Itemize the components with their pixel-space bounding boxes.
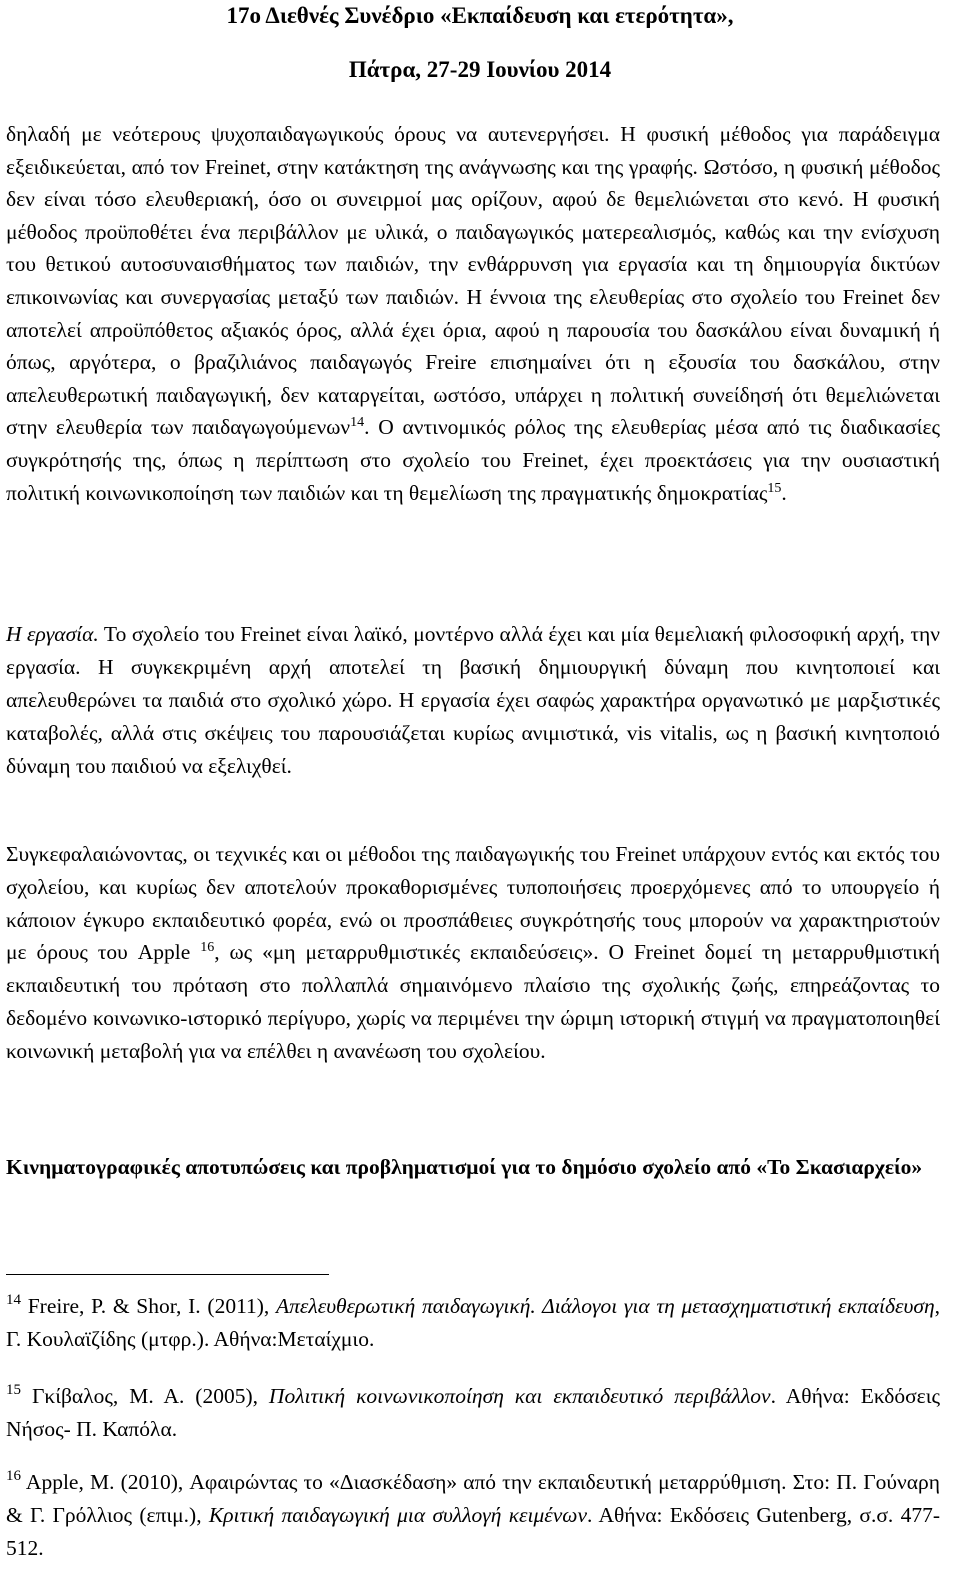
footnote-ref-14[interactable]: 14 <box>350 415 365 431</box>
footnote-text: . Αθήνα: Εκδόσεις Νήσος- Π. Καπόλα. <box>6 1384 940 1441</box>
footnote-title: Πολιτική κοινωνικοποίηση και εκπαιδευτικό περιβάλλον <box>268 1384 771 1408</box>
footnote-16 <box>6 1466 940 1565</box>
footnote-ref-16[interactable]: 16 <box>200 940 215 956</box>
paragraph-text: δηλαδή με νεότερους ψυχοπαιδαγωγικούς όρους να αυτενεργήσει. Η φυσική μέθοδος για παράδειγμα εξειδικεύεται, από τον Freinet, στην κατάκτηση της ανάγνωσης και της γραφής. Ωστόσο, η φυσική μέθοδος δεν είναι τόσο ελευθεριακή, όσο οι συνειρμοί μας ορίζουν, αφού δε θεμελιώνεται στο κενό. Η φυσική μέθοδος προϋποθέτει ένα περιβάλλον με υλικά, ο παιδαγωγικός ματερεαλισμός, καθώς και την ενίσχυση του θετικού αυτοσυναισθήματος των παιδιών, την ενθάρρυνση για εργασία και τη δημιουργία δικτύων επικοινωνίας και συνεργασίας μεταξύ των παιδιών. Η έννοια της ελευθερίας στο σχολείο του Freinet δεν αποτελεί απροϋπόθετος αξιακός όρος, αλλά έχει όρια, αφού η παρουσία του δασκάλου είναι δυναμική ή όπως, αργότερα, ο βραζιλιάνος παιδαγωγός Freire επισημαίνει ότι η εξουσία του δασκάλου, στην απελευθερωτική παιδαγωγική, δεν καταργείται, ωστόσο, υπάρχει η πολιτική συνείδησή ότι θεμελιώνεται στην ελευθερία των παιδαγωγούμενων <box>6 122 940 440</box>
conference-title: 17ο Διεθνές Συνέδριο «Εκπαίδευση και ετερότητα», <box>226 3 734 28</box>
footnote-ref-15[interactable]: 15 <box>767 480 782 496</box>
footnote-number: 16 <box>6 1468 21 1484</box>
footnote-text: Apple, M. (2010), Αφαιρώντας το «Διασκέδαση» από την εκπαιδευτική μεταρρύθμιση. Στο: Π. Γούναρη & Γ. Γρόλλιος (επιμ.), <box>6 1470 940 1527</box>
body-paragraph-freedom <box>6 118 940 509</box>
footnote-text: Freire, P. & Shor, I. (2011), <box>21 1294 277 1318</box>
paragraph-text: . Ο αντινομικός ρόλος της ελευθερίας μέσα από τις διαδικασίες συγκρότησής της, όπως η περίπτωση στο σχολείο του Freinet, έχει προεκτάσεις για την ουσιαστική πολιτική κοινωνικοποίηση των παιδιών και τη θεμελίωση της πραγματικής δημοκρατίας <box>6 415 940 505</box>
body-paragraph-work <box>6 618 940 783</box>
footnote-title: Απελευθερωτική παιδαγωγική. Διάλογοι για τη μετασχηματιστική εκπαίδευση <box>276 1294 935 1318</box>
footnote-separator <box>6 1274 329 1275</box>
paragraph-text: . <box>781 480 787 505</box>
body-paragraph-summary <box>6 838 940 1068</box>
conference-place-date: Πάτρα, 27-29 Ιουνίου 2014 <box>348 57 612 82</box>
footnote-number: 15 <box>6 1382 21 1398</box>
section-heading: Κινηματογραφικές αποτυπώσεις και προβληματισμοί για το δημόσιο σχολείο από «Το Σκασιαρχείο» <box>6 1155 923 1179</box>
footnote-text: Γκίβαλος, Μ. Α. (2005), <box>21 1384 269 1408</box>
paragraph-text: Συγκεφαλαιώνοντας, οι τεχνικές και οι μέθοδοι της παιδαγωγικής του Freinet υπάρχουν εντός και εκτός του σχολείου, και κυρίως δεν αποτελούν προκαθορισμένες τυποποιήσεις προερχόμενες από το υπουργείο ή κάποιον έγκυρο εκπαιδευτικό φορέα, ενώ οι προσπάθειες συγκρότησής τους μπορούν να χαρακτηριστούν με όρους του Apple <box>6 842 940 965</box>
footnote-text: . Αθήνα: Εκδόσεις Gutenberg, σ.σ. 477-512. <box>6 1503 940 1560</box>
footnote-14 <box>6 1290 940 1355</box>
paragraph-text: , ως «μη μεταρρυθμιστικές εκπαιδεύσεις». Ο Freinet δομεί τη μεταρρυθμιστική εκπαιδευτική του πρόταση στο πολλαπλά σημαινόμενο πλαίσιο της σχολικής ζωής, επηρεάζοντας το δεδομένο κοινωνικο-ιστορικό περίγυρο, χωρίς να περιμένει την ώριμη ιστορική στιγμή να πραγματοποιηθεί κοινωνική μεταβολή για να επέλθει η ανανέωση του σχολείου. <box>6 940 940 1063</box>
paragraph-text: Το σχολείο του Freinet είναι λαϊκό, μοντέρνο αλλά έχει και μία θεμελιακή φιλοσοφική αρχή, την εργασία. Η συγκεκριμένη αρχή αποτελεί τη βασική δημιουργική δύναμη που κινητοποιεί και απελευθερώνει τα παιδιά στο σχολικό χώρο. Η εργασία έχει σαφώς χαρακτήρα οργανωτικό με μαρξιστικές καταβολές, αλλά στις σκέψεις του παρουσιάζεται κυρίως ανιμιστικά, vis vitalis, ως η βασική κινητοποιό δύναμη του παιδιού να εξελιχθεί. <box>6 622 940 778</box>
paragraph-lead: Η εργασία. <box>6 622 99 646</box>
footnote-number: 14 <box>6 1292 21 1308</box>
footnote-title: Κριτική παιδαγωγική μια συλλογή κειμένων <box>208 1503 587 1527</box>
footnote-15 <box>6 1380 940 1445</box>
footnote-text: , Γ. Κουλαϊζίδης (μτφρ.). Αθήνα:Μεταίχμιο. <box>6 1294 940 1351</box>
